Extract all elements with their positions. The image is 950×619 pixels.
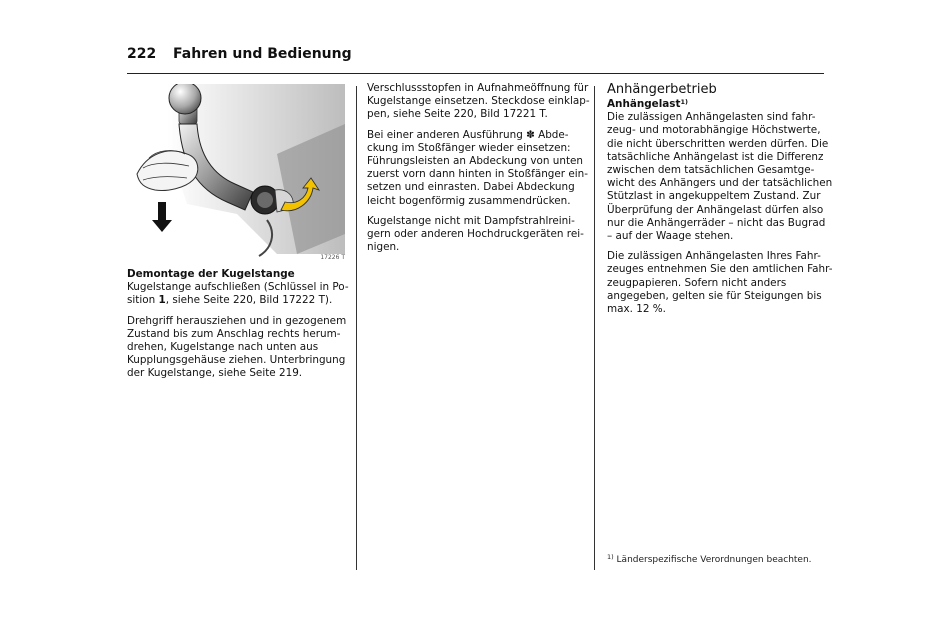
text-line: die nicht überschritten werden dürfen. Die: [607, 137, 829, 150]
text-line: nur die Anhängerräder – nicht das Bugrad: [607, 216, 826, 229]
column-divider-2: [594, 86, 595, 570]
text-line: zeug- und motorabhängige Höchstwerte,: [607, 124, 821, 137]
text-line: Drehgriff herausziehen und in gezogenem: [127, 314, 347, 327]
footnote-reference: 1): [680, 98, 688, 106]
subheading-text: Anhängelast: [607, 98, 681, 110]
text-line: Verschlussstopfen in Aufnahmeöffnung für: [367, 82, 589, 94]
text-line: Überprüfung der Anhängelast dürfen also: [607, 203, 824, 216]
col1-paragraph-2: [127, 315, 347, 381]
footnote: [607, 555, 812, 565]
col1-paragraph-1: [127, 281, 347, 307]
text-line: zuerst vorn dann hinten in Stoßfänger ein-: [367, 168, 588, 181]
text-line: zeuges entnehmen Sie den amtlichen Fahr-: [607, 263, 833, 276]
col3-paragraph-2: [607, 250, 833, 316]
col2-paragraph-3: [367, 215, 587, 255]
text-line: zwischen dem tatsächlichen Gesamtge-: [607, 164, 815, 177]
text-line: Kupplungsgehäuse ziehen. Unterbringung: [127, 354, 346, 367]
subsection-heading: [607, 98, 827, 111]
text-line: setzen und einrasten. Dabei Abdeckung: [367, 181, 575, 194]
text-line: pen, siehe Seite 220, Bild 17221 T.: [367, 108, 548, 121]
text-line: Bei einer anderen Ausführung ✽ Abde-: [367, 128, 569, 141]
text-segment: , siehe Seite 220, Bild 17222 T).: [165, 294, 333, 307]
column-2: [367, 82, 590, 261]
text-line: Kugelstange einsetzen. Steckdose einklap-: [367, 95, 590, 108]
col2-paragraph-1: [367, 82, 590, 122]
text-line: max. 12 %.: [607, 303, 666, 316]
text-line: leicht bogenförmig zusammendrücken.: [367, 194, 571, 207]
text-line: – auf der Waage stehen.: [607, 230, 734, 243]
column-3: [607, 82, 833, 323]
text-line: nigen.: [367, 241, 400, 254]
text-line: angegeben, gelten sie für Steigungen bis: [607, 289, 822, 302]
text-line: ckung im Stoßfänger wieder einsetzen:: [367, 141, 571, 154]
text-line: Stützlast in angekuppeltem Zustand. Zur: [607, 190, 821, 203]
text-line: Kugelstange aufschließen (Schlüssel in Po-: [127, 281, 349, 294]
page-number: 222: [127, 46, 157, 62]
key-position-number: 1: [158, 294, 166, 307]
text-line: wicht des Anhängers und der tatsächlichen: [607, 177, 833, 190]
column-1: [127, 268, 347, 388]
col2-paragraph-2: [367, 129, 587, 208]
section-title: Anhängerbetrieb: [607, 82, 717, 97]
chapter-title: Fahren und Bedienung: [173, 46, 352, 62]
page-header: [127, 46, 824, 74]
text-line: [127, 294, 347, 307]
col3-paragraph-1: [607, 111, 833, 243]
header-divider: [127, 73, 824, 74]
text-line: Zustand bis zum Anschlag rechts herum-: [127, 327, 341, 340]
towbar-removal-illustration: [127, 84, 345, 264]
text-line: tatsächliche Anhängelast ist die Differenz: [607, 150, 824, 163]
text-line: drehen, Kugelstange nach unten aus: [127, 341, 319, 354]
text-line: Die zulässigen Anhängelasten Ihres Fahr-: [607, 250, 821, 263]
down-arrow-icon: [152, 202, 172, 232]
removal-heading: Demontage der Kugelstange: [127, 268, 295, 280]
text-line: der Kugelstange, siehe Seite 219.: [127, 367, 303, 380]
column-divider-1: [356, 86, 357, 570]
text-line: Kugelstange nicht mit Dampfstrahlreini-: [367, 214, 575, 227]
illustration-drawing: [127, 84, 345, 264]
footnote-text: Länderspezifische Verordnungen beachten.: [616, 555, 812, 565]
figure-number: 17226 T: [320, 254, 345, 261]
text-line: zeugpapieren. Sofern nicht anders: [607, 276, 787, 289]
text-segment: sition: [127, 294, 159, 307]
text-line: gern oder anderen Hochdruckgeräten rei-: [367, 228, 584, 241]
text-line: Führungsleisten an Abdeckung von unten: [367, 155, 584, 168]
footnote-marker: 1): [607, 553, 614, 561]
text-line: Die zulässigen Anhängelasten sind fahr-: [607, 111, 816, 124]
